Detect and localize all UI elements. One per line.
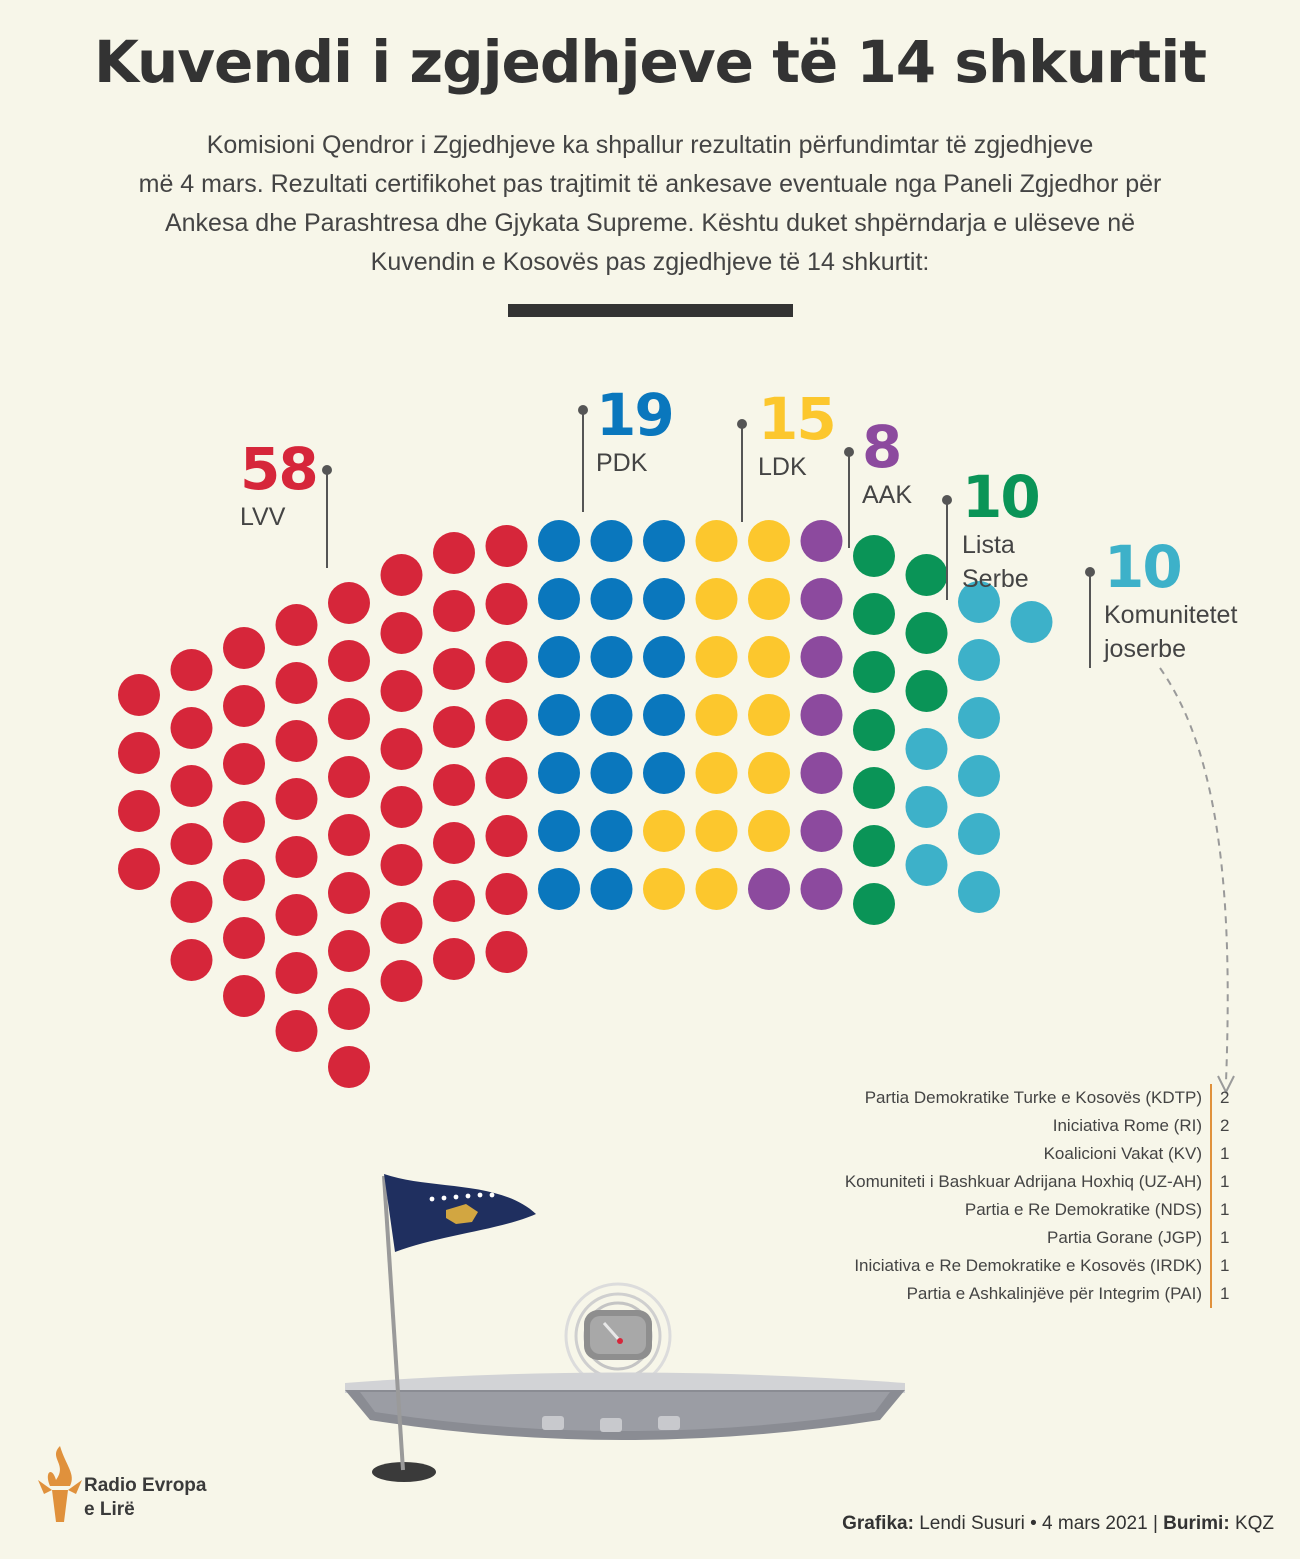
seat-lvv bbox=[276, 778, 318, 820]
seat-lvv bbox=[276, 952, 318, 994]
seat-lista-serbe bbox=[906, 612, 948, 654]
logo-text bbox=[84, 1474, 206, 1522]
seat-lvv bbox=[171, 765, 213, 807]
source-value: KQZ bbox=[1234, 1513, 1274, 1534]
seat-aak bbox=[801, 752, 843, 794]
seat-lvv bbox=[276, 720, 318, 762]
seat-pdk bbox=[591, 520, 633, 562]
seat-lvv bbox=[328, 930, 370, 972]
seat-ldk bbox=[748, 694, 790, 736]
seat-pdk bbox=[591, 694, 633, 736]
community-seats: 1 bbox=[1210, 1224, 1240, 1252]
community-name: Koalicioni Vakat (KV) bbox=[1043, 1144, 1202, 1163]
seat-aak bbox=[801, 868, 843, 910]
community-name: Partia e Re Demokratike (NDS) bbox=[964, 1200, 1202, 1219]
seat-lista-serbe bbox=[853, 883, 895, 925]
credit-divider: | bbox=[1152, 1513, 1158, 1534]
seat-lista-serbe bbox=[853, 825, 895, 867]
seat-lvv bbox=[486, 525, 528, 567]
leader-dot bbox=[578, 405, 588, 415]
party-seat-count: 15 bbox=[758, 385, 835, 453]
community-name: Partia Demokratike Turke e Kosovës (KDTP) bbox=[864, 1088, 1202, 1107]
community-name: Iniciativa e Re Demokratike e Kosovës (IRDK) bbox=[854, 1256, 1202, 1275]
seat-lvv bbox=[171, 707, 213, 749]
seat-lvv bbox=[381, 844, 423, 886]
community-name: Iniciativa Rome (RI) bbox=[1052, 1116, 1202, 1135]
seat-lvv bbox=[276, 604, 318, 646]
seat-ldk bbox=[748, 636, 790, 678]
government-bench bbox=[345, 1373, 905, 1441]
seat-lvv bbox=[276, 1010, 318, 1052]
seat-lvv bbox=[381, 728, 423, 770]
seat-aak bbox=[801, 520, 843, 562]
seat-lvv bbox=[223, 801, 265, 843]
seat-pdk bbox=[591, 868, 633, 910]
seat-ldk bbox=[748, 752, 790, 794]
community-seats: 1 bbox=[1210, 1252, 1240, 1280]
intro-line: Kuvendin e Kosovës pas zgjedhjeve të 14 shkurtit: bbox=[370, 248, 930, 276]
seat-ldk bbox=[696, 520, 738, 562]
party-seat-count: 10 bbox=[1104, 533, 1181, 601]
seat-lvv bbox=[118, 674, 160, 716]
seat-lvv bbox=[223, 859, 265, 901]
party-name: PDK bbox=[596, 449, 648, 477]
community-seats: 2 bbox=[1210, 1112, 1240, 1140]
community-row bbox=[760, 1140, 1240, 1168]
seat-lvv bbox=[381, 902, 423, 944]
logo-line: Radio Evropa bbox=[84, 1475, 207, 1496]
party-name: Serbe bbox=[962, 565, 1029, 593]
seat-pdk bbox=[591, 578, 633, 620]
seat-lvv bbox=[486, 815, 528, 857]
seat-komunitetet-joserbe bbox=[906, 786, 948, 828]
seat-lvv bbox=[381, 786, 423, 828]
seat-lvv bbox=[276, 894, 318, 936]
seat-lvv bbox=[171, 823, 213, 865]
leader-dot bbox=[1085, 567, 1095, 577]
seat-pdk bbox=[538, 752, 580, 794]
seat-lvv bbox=[433, 938, 475, 980]
community-row bbox=[760, 1224, 1240, 1252]
party-label-ldk bbox=[758, 385, 835, 482]
seat-lvv bbox=[381, 670, 423, 712]
seat-ldk bbox=[748, 810, 790, 852]
community-name: Partia e Ashkalinjëve për Integrim (PAI) bbox=[906, 1284, 1202, 1303]
seat-lvv bbox=[118, 732, 160, 774]
seat-lvv bbox=[328, 698, 370, 740]
leader-dot bbox=[942, 495, 952, 505]
credit-label: Grafika: bbox=[842, 1513, 914, 1534]
seat-ldk bbox=[748, 578, 790, 620]
seat-lvv bbox=[171, 649, 213, 691]
seat-lvv bbox=[171, 939, 213, 981]
seat-lvv bbox=[433, 706, 475, 748]
party-label-lvv bbox=[240, 435, 317, 532]
community-row bbox=[760, 1252, 1240, 1280]
seat-lvv bbox=[486, 583, 528, 625]
seat-ldk bbox=[696, 578, 738, 620]
seat-pdk bbox=[643, 520, 685, 562]
community-name: Partia Gorane (JGP) bbox=[1047, 1228, 1202, 1247]
seat-lvv bbox=[486, 757, 528, 799]
seat-lista-serbe bbox=[853, 709, 895, 751]
seat-lvv bbox=[381, 554, 423, 596]
seat-pdk bbox=[538, 694, 580, 736]
seat-pdk bbox=[591, 810, 633, 852]
credit-separator: • bbox=[1030, 1513, 1037, 1534]
seat-aak bbox=[748, 868, 790, 910]
party-label-aak bbox=[862, 413, 913, 510]
seat-lvv bbox=[171, 881, 213, 923]
leader-dot bbox=[844, 447, 854, 457]
seat-lvv bbox=[381, 960, 423, 1002]
community-seats: 1 bbox=[1210, 1280, 1240, 1308]
seat-aak bbox=[801, 636, 843, 678]
seat-lvv bbox=[433, 590, 475, 632]
credit-author: Lendi Susuri bbox=[919, 1513, 1025, 1534]
seat-lvv bbox=[223, 627, 265, 669]
flame-logo-icon bbox=[30, 1436, 90, 1526]
seat-pdk bbox=[538, 636, 580, 678]
seat-lvv bbox=[381, 612, 423, 654]
seat-aak bbox=[801, 694, 843, 736]
seat-pdk bbox=[538, 868, 580, 910]
seat-pdk bbox=[538, 810, 580, 852]
seat-lvv bbox=[328, 1046, 370, 1088]
seat-lvv bbox=[486, 699, 528, 741]
seat-lvv bbox=[118, 790, 160, 832]
community-seats: 1 bbox=[1210, 1168, 1240, 1196]
source-label: Burimi: bbox=[1163, 1513, 1230, 1534]
party-name: joserbe bbox=[1104, 635, 1186, 663]
seat-lvv bbox=[223, 743, 265, 785]
seat-lvv bbox=[433, 648, 475, 690]
party-seat-count: 58 bbox=[240, 435, 317, 503]
communities-list bbox=[760, 1084, 1240, 1308]
community-seats: 1 bbox=[1210, 1196, 1240, 1224]
seat-lvv bbox=[328, 988, 370, 1030]
seat-lista-serbe bbox=[906, 670, 948, 712]
party-name: LDK bbox=[758, 453, 807, 481]
intro-line: Komisioni Qendror i Zgjedhjeve ka shpallur rezultatin përfundimtar të zgjedhjeve bbox=[206, 131, 1094, 159]
community-row bbox=[760, 1168, 1240, 1196]
seat-lista-serbe bbox=[906, 554, 948, 596]
seat-pdk bbox=[643, 752, 685, 794]
seat-pdk bbox=[643, 694, 685, 736]
seat-ldk bbox=[643, 810, 685, 852]
seat-pdk bbox=[538, 578, 580, 620]
seat-lvv bbox=[328, 582, 370, 624]
seat-lvv bbox=[118, 848, 160, 890]
party-seat-count: 19 bbox=[596, 381, 673, 449]
seat-lvv bbox=[328, 640, 370, 682]
seat-ldk bbox=[748, 520, 790, 562]
leader-dot bbox=[322, 465, 332, 475]
seat-lvv bbox=[223, 685, 265, 727]
seat-ldk bbox=[696, 868, 738, 910]
party-name: Komunitetet bbox=[1104, 601, 1238, 629]
party-name: Lista bbox=[962, 531, 1015, 559]
party-seat-count: 8 bbox=[862, 413, 901, 481]
seat-pdk bbox=[591, 636, 633, 678]
seat-pdk bbox=[643, 636, 685, 678]
seat-ldk bbox=[643, 868, 685, 910]
party-label-pdk bbox=[596, 381, 673, 478]
seat-lista-serbe bbox=[853, 593, 895, 635]
seat-ldk bbox=[696, 636, 738, 678]
seat-lvv bbox=[328, 814, 370, 856]
seat-pdk bbox=[538, 520, 580, 562]
seat-komunitetet-joserbe bbox=[958, 755, 1000, 797]
podium bbox=[566, 1284, 670, 1388]
intro-line: më 4 mars. Rezultati certifikohet pas trajtimit të ankesave eventuale nga Paneli Zgjedhor për bbox=[138, 170, 1162, 198]
communities-arrow bbox=[1160, 668, 1228, 1082]
seat-komunitetet-joserbe bbox=[958, 813, 1000, 855]
party-name: AAK bbox=[862, 481, 913, 509]
seat-lvv bbox=[328, 756, 370, 798]
seat-aak bbox=[801, 810, 843, 852]
community-seats: 1 bbox=[1210, 1140, 1240, 1168]
seat-komunitetet-joserbe bbox=[958, 871, 1000, 913]
seat-komunitetet-joserbe bbox=[958, 639, 1000, 681]
seat-ldk bbox=[696, 810, 738, 852]
logo-line: e Lirë bbox=[84, 1499, 135, 1520]
seat-lvv bbox=[276, 836, 318, 878]
leader-dot bbox=[737, 419, 747, 429]
seat-lista-serbe bbox=[853, 651, 895, 693]
party-label-lista-serbe bbox=[962, 463, 1039, 594]
seats-layer bbox=[118, 520, 1053, 1088]
seat-ldk bbox=[696, 694, 738, 736]
seat-lvv bbox=[433, 764, 475, 806]
seat-lvv bbox=[486, 931, 528, 973]
party-seat-count: 10 bbox=[962, 463, 1039, 531]
seat-lvv bbox=[276, 662, 318, 704]
seat-komunitetet-joserbe bbox=[1011, 601, 1053, 643]
footer-credit bbox=[842, 1513, 1274, 1535]
seat-aak bbox=[801, 578, 843, 620]
seat-lvv bbox=[223, 975, 265, 1017]
credit-date: 4 mars 2021 bbox=[1042, 1513, 1148, 1534]
seat-ldk bbox=[696, 752, 738, 794]
party-name: LVV bbox=[240, 503, 286, 531]
seat-komunitetet-joserbe bbox=[906, 844, 948, 886]
seat-pdk bbox=[643, 578, 685, 620]
seat-pdk bbox=[591, 752, 633, 794]
seat-lista-serbe bbox=[853, 767, 895, 809]
community-row bbox=[760, 1112, 1240, 1140]
community-row bbox=[760, 1280, 1240, 1308]
seat-komunitetet-joserbe bbox=[958, 697, 1000, 739]
seat-lvv bbox=[433, 532, 475, 574]
seat-lvv bbox=[433, 880, 475, 922]
seat-lista-serbe bbox=[853, 535, 895, 577]
seat-lvv bbox=[486, 873, 528, 915]
community-seats: 2 bbox=[1210, 1084, 1240, 1112]
party-label-komunitetet-joserbe bbox=[1104, 533, 1238, 664]
page-title: Kuvendi i zgjedhjeve të 14 shkurtit bbox=[94, 28, 1206, 96]
seat-lvv bbox=[486, 641, 528, 683]
seat-lvv bbox=[433, 822, 475, 864]
seat-lvv bbox=[328, 872, 370, 914]
intro-line: Ankesa dhe Parashtresa dhe Gjykata Supreme. Kështu duket shpërndarja e ulëseve në bbox=[164, 209, 1136, 237]
seat-komunitetet-joserbe bbox=[906, 728, 948, 770]
community-row bbox=[760, 1196, 1240, 1224]
community-row bbox=[760, 1084, 1240, 1112]
community-name: Komuniteti i Bashkuar Adrijana Hoxhiq (UZ-AH) bbox=[844, 1172, 1202, 1191]
seat-lvv bbox=[223, 917, 265, 959]
